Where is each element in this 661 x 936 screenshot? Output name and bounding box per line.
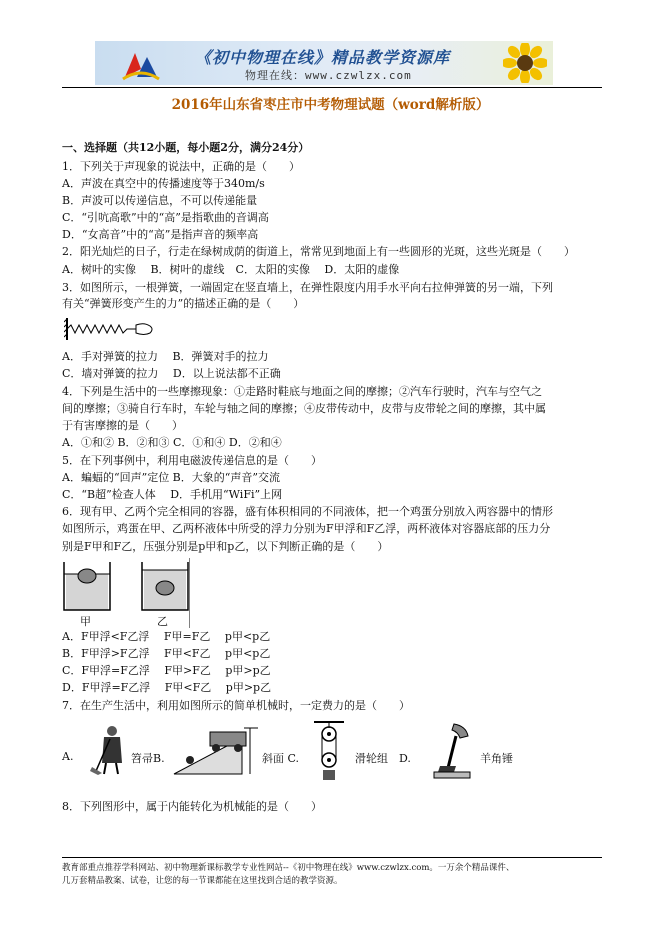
text-line: A．树叶的实像 B．树叶的虚线 C．太阳的实像 D．太阳的虚像 — [62, 263, 400, 276]
site-logo-icon — [121, 47, 161, 81]
q7-option-a: A. — [62, 750, 74, 763]
banner-title: 《初中物理在线》精品教学资源库 — [195, 48, 451, 67]
text-line: 有关“弹簧形变产生的力”的描述正确的是（ ） — [62, 297, 305, 310]
footer-line: 教育部重点推荐学科网站、初中物理新课标教学专业性网站--《初中物理在线》www.czwlzx.com。一万余个精品课件、 — [62, 863, 515, 873]
text-line: 于有害摩擦的是（ ） — [62, 419, 183, 432]
sunflower-icon — [503, 43, 547, 83]
q7-option-c-name: 滑轮组 D. — [355, 752, 411, 765]
q7-option-b-name: 斜面 C. — [262, 752, 300, 765]
text-line: A．蝙蝠的“回声”定位 B．大象的“声音”交流 — [62, 471, 281, 484]
text-line: 7．在生产生活中，利用如图所示的简单机械时，一定费力的是（ ） — [62, 699, 410, 712]
text-line: 6．现有甲、乙两个完全相同的容器，盛有体积相同的不同液体，把一个鸡蛋分别放入两容器中的情形 — [62, 505, 553, 518]
footer-rule — [62, 857, 602, 858]
text-line: A．①和② B．②和③ C．①和④ D．②和④ — [62, 436, 282, 449]
header-banner — [95, 41, 553, 85]
broom-figure — [90, 725, 130, 775]
q7-option-d-name: 羊角锤 — [480, 752, 513, 765]
q7-option-a-name: 笤帚B. — [131, 752, 165, 765]
beaker-label: 甲 — [80, 615, 91, 628]
text-line: D．F甲浮=F乙浮 F甲<F乙 p甲>p乙 — [62, 681, 272, 694]
text-line: A．声波在真空中的传播速度等于340m/s — [62, 177, 265, 190]
spring-figure — [64, 316, 156, 342]
text-line: C．F甲浮=F乙浮 F甲>F乙 p甲>p乙 — [62, 664, 271, 677]
header-rule — [62, 87, 602, 88]
text-line: 2．阳光灿烂的日子，行走在绿树成荫的街道上，常常见到地面上有一些圆形的光斑，这些光斑是（ ） — [62, 245, 575, 258]
incline-figure — [172, 724, 260, 776]
footer-line: 几万套精品教案、试卷，让您的每一节课都能在这里找到合适的教学资源。 — [62, 876, 343, 886]
text-line: C．“引吭高歌”中的“高”是指歌曲的音调高 — [62, 211, 269, 224]
text-line: 4．下列是生活中的一些摩擦现象：①走路时鞋底与地面之间的摩擦；②汽车行驶时，汽车与空气之 — [62, 385, 542, 398]
beaker-label: 乙 — [157, 615, 168, 628]
text-line: B．F甲浮>F乙浮 F甲<F乙 p甲<p乙 — [62, 647, 271, 660]
text-line: 1．下列关于声现象的说法中，正确的是（ ） — [62, 160, 300, 173]
section-heading: 一、选择题（共12小题，每小题2分，满分24分） — [62, 141, 310, 154]
text-line: A．手对弹簧的拉力 B．弹簧对手的拉力 — [62, 350, 269, 363]
text-line: B．声波可以传递信息，不可以传递能量 — [62, 194, 258, 207]
text-line: 5．在下列事例中，利用电磁波传递信息的是（ ） — [62, 454, 322, 467]
banner-url: 物理在线：www.czwlzx.com — [245, 69, 412, 82]
text-line: 间的摩擦；③骑自行车时，车轮与轴之间的摩擦；④皮带传动中，皮带与皮带轮之间的摩擦，其中属 — [62, 402, 546, 415]
text-line: 8．下列图形中，属于内能转化为机械能的是（ ） — [62, 800, 322, 813]
text-line: C．墙对弹簧的拉力 D．以上说法都不正确 — [62, 367, 281, 380]
text-line: 如图所示，鸡蛋在甲、乙两杯液体中所受的浮力分别为F甲浮和F乙浮，两杯液体对容器底部的压力分 — [62, 522, 551, 535]
text-line: 3．如图所示，一根弹簧，一端固定在竖直墙上，在弹性限度内用手水平向右拉伸弹簧的另一端，下列 — [62, 281, 553, 294]
doc-title: 2016年山东省枣庄市中考物理试题（word解析版） — [171, 97, 490, 113]
text-line: C．“B超”检查人体 D．手机用“WiFi”上网 — [62, 488, 283, 501]
text-line: A．F甲浮<F乙浮 F甲=F乙 p甲<p乙 — [62, 630, 271, 643]
claw-hammer-figure — [432, 722, 472, 780]
pulley-figure — [314, 720, 344, 782]
text-line: 别是F甲和F乙，压强分别是p甲和p乙，以下判断正确的是（ ） — [62, 540, 389, 553]
text-line: D．“女高音”中的“高”是指声音的频率高 — [62, 228, 259, 241]
